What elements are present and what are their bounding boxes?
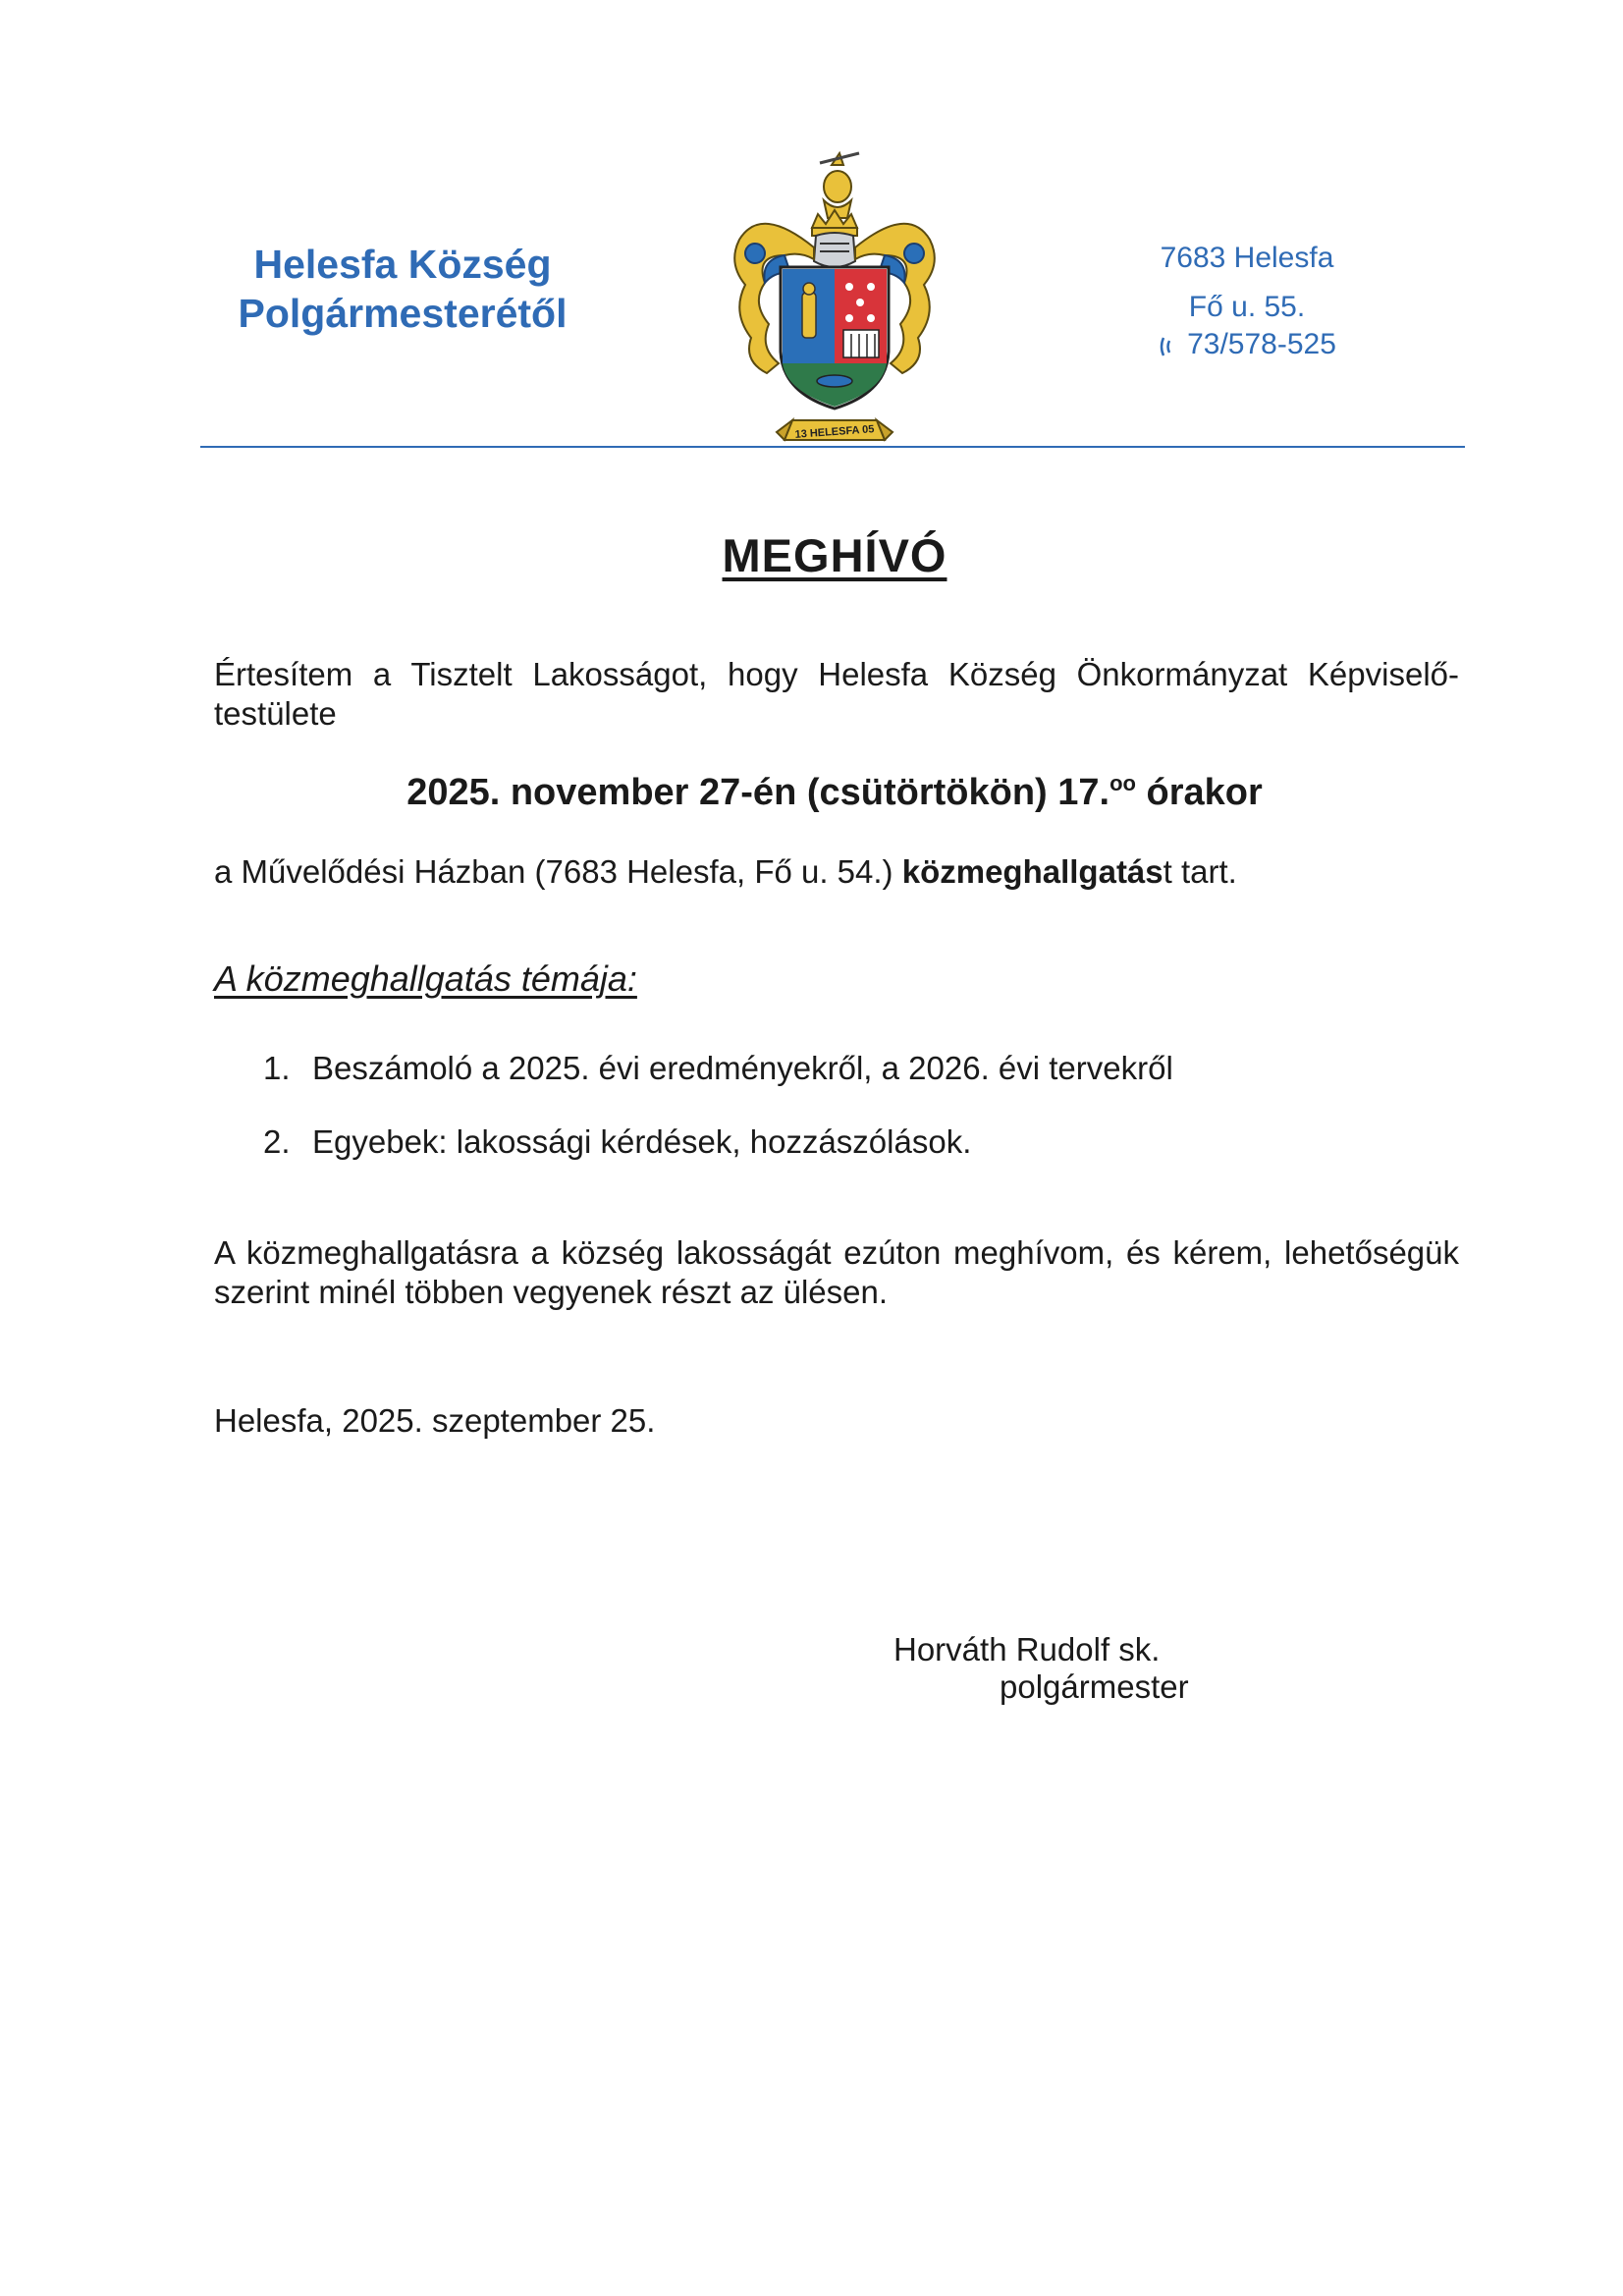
header-divider xyxy=(200,446,1465,448)
contact-block xyxy=(1100,240,1394,369)
venue-paragraph xyxy=(214,852,1459,892)
address-street: Fő u. 55. xyxy=(1188,291,1306,323)
list-item-text: Egyebek: lakossági kérdések, hozzászólások. xyxy=(312,1123,972,1160)
venue-text: a Művelődési Házban (7683 Helesfa, Fő u. 54.) xyxy=(214,853,902,890)
signer-name: Horváth Rudolf sk. xyxy=(893,1631,1161,1667)
issuer-block xyxy=(196,240,609,338)
meeting-date: 2025. november 27-én (csütörtökön) 17. xyxy=(406,772,1110,813)
document-title: MEGHÍVÓ xyxy=(722,529,947,581)
closing-paragraph xyxy=(214,1233,1459,1312)
place-and-date: Helesfa, 2025. szeptember 25. xyxy=(214,1402,656,1439)
list-item xyxy=(263,1049,1173,1088)
intro-paragraph xyxy=(214,655,1459,734)
intro-line-2: testülete xyxy=(214,695,337,732)
list-item-number: 2. xyxy=(263,1123,291,1160)
topic-heading: A közmeghallgatás témája: xyxy=(214,958,637,999)
list-item-text: Beszámoló a 2025. évi eredményekről, a 2026. évi tervekről xyxy=(312,1050,1173,1086)
meeting-time-minutes: oo xyxy=(1109,771,1136,795)
venue-text-end: t tart. xyxy=(1163,853,1237,890)
closing-line-2: szerint minél többen vegyenek részt az ülésen. xyxy=(214,1274,889,1310)
phone-number: 73/578-525 xyxy=(1187,328,1336,360)
crest-ribbon-text: 13 HELESFA 05 xyxy=(794,423,875,441)
intro-line-1: Értesítem a Tisztelt Lakosságot, hogy Helesfa Község Önkormányzat Képviselő- xyxy=(214,656,1459,692)
venue-bold-term: közmeghallgatás xyxy=(901,853,1163,890)
address-city: 7683 Helesfa xyxy=(1160,242,1334,274)
phone-row xyxy=(1158,326,1336,363)
issuer-line-2: Polgármesterétől xyxy=(238,291,568,336)
list-item-number: 1. xyxy=(263,1050,291,1086)
issuer-line-1: Helesfa Község xyxy=(253,242,552,287)
closing-line-1: A közmeghallgatásra a község lakosságát ezúton meghívom, és kérem, lehetőségük xyxy=(214,1234,1459,1271)
meeting-datetime xyxy=(0,771,1623,814)
phone-icon xyxy=(1158,332,1183,357)
meeting-time-suffix: órakor xyxy=(1135,772,1263,813)
signer-role: polgármester xyxy=(1000,1668,1189,1705)
list-item xyxy=(263,1122,971,1162)
coat-of-arms xyxy=(722,145,947,450)
